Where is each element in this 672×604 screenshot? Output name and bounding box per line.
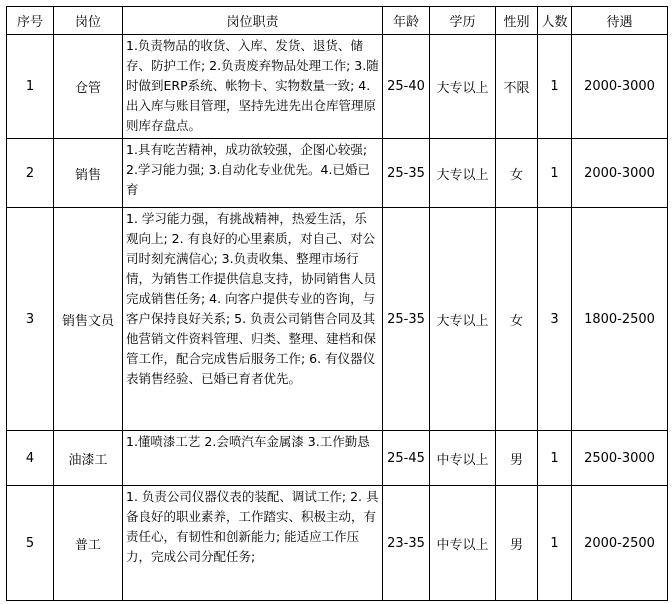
header-age: 年龄: [383, 7, 430, 35]
cell-position: 普工: [54, 486, 123, 601]
cell-duties: 1.懂喷漆工艺 2.会喷汽车金属漆 3.工作勤恳: [123, 431, 383, 486]
cell-education: 中专以上: [430, 431, 496, 486]
cell-age: 25-45: [383, 431, 430, 486]
cell-index: 4: [7, 431, 54, 486]
cell-gender: 男: [496, 431, 538, 486]
table-row: [7, 486, 668, 601]
cell-salary: 2000-3000: [572, 139, 668, 208]
cell-duties: 1. 负责公司仪器仪表的装配、调试工作; 2. 具备良好的职业素养，工作踏实、积极主动，有责任心，有韧性和创新能力; 能适应工作压力，完成公司分配任务;: [123, 486, 383, 601]
cell-index: 3: [7, 208, 54, 431]
cell-age: 25-35: [383, 208, 430, 431]
cell-gender: 女: [496, 139, 538, 208]
header-row: [7, 7, 668, 35]
cell-index: 2: [7, 139, 54, 208]
cell-count: 1: [538, 431, 572, 486]
cell-education: 大专以上: [430, 35, 496, 139]
cell-position: 销售: [54, 139, 123, 208]
cell-position: 销售文员: [54, 208, 123, 431]
cell-education: 大专以上: [430, 208, 496, 431]
cell-age: 25-35: [383, 139, 430, 208]
cell-index: 5: [7, 486, 54, 601]
table-row: [7, 35, 668, 139]
header-education: 学历: [430, 7, 496, 35]
cell-duties: 1. 学习能力强，有挑战精神，热爱生活，乐观向上; 2. 有良好的心里素质，对自己、对公司时刻充满信心; 3.负责收集、整理市场行情，为销售工作提供信息支持，协同销售人员完成销售任务; 4. 向客户提供专业的咨询，与客户保持良好关系; 5. 负责公司销售合同及其他营销文件资料管理、归类、整理、建档和保管工作，配合完成售后服务工作; 6. 有仪器仪表销售经验、已婚已育者优先。: [123, 208, 383, 431]
header-salary: 待遇: [572, 7, 668, 35]
cell-gender: 不限: [496, 35, 538, 139]
header-gender: 性别: [496, 7, 538, 35]
job-table: [6, 6, 668, 601]
cell-salary: 2000-2500: [572, 486, 668, 601]
cell-duties: 1.具有吃苦精神，成功欲较强，企图心较强; 2.学习能力强; 3.自动化专业优先。4.已婚已育: [123, 139, 383, 208]
table-row: [7, 431, 668, 486]
cell-gender: 女: [496, 208, 538, 431]
cell-age: 25-40: [383, 35, 430, 139]
table-row: [7, 139, 668, 208]
cell-gender: 男: [496, 486, 538, 601]
cell-salary: 1800-2500: [572, 208, 668, 431]
cell-count: 1: [538, 486, 572, 601]
cell-education: 中专以上: [430, 486, 496, 601]
cell-duties: 1.负责物品的收货、入库、发货、退货、储存、防护工作; 2.负责废弃物品处理工作; 3.随时做到ERP系统、帐物卡、实物数量一致; 4.出入库与账目管理，坚持先进先出仓库管理原则库存盘点。: [123, 35, 383, 139]
header-position: 岗位: [54, 7, 123, 35]
cell-index: 1: [7, 35, 54, 139]
cell-education: 大专以上: [430, 139, 496, 208]
cell-count: 1: [538, 139, 572, 208]
cell-position: 仓管: [54, 35, 123, 139]
cell-salary: 2500-3000: [572, 431, 668, 486]
header-index: 序号: [7, 7, 54, 35]
cell-count: 1: [538, 35, 572, 139]
cell-salary: 2000-3000: [572, 35, 668, 139]
cell-count: 3: [538, 208, 572, 431]
cell-age: 23-35: [383, 486, 430, 601]
table-row: [7, 208, 668, 431]
header-count: 人数: [538, 7, 572, 35]
header-duties: 岗位职责: [123, 7, 383, 35]
cell-position: 油漆工: [54, 431, 123, 486]
